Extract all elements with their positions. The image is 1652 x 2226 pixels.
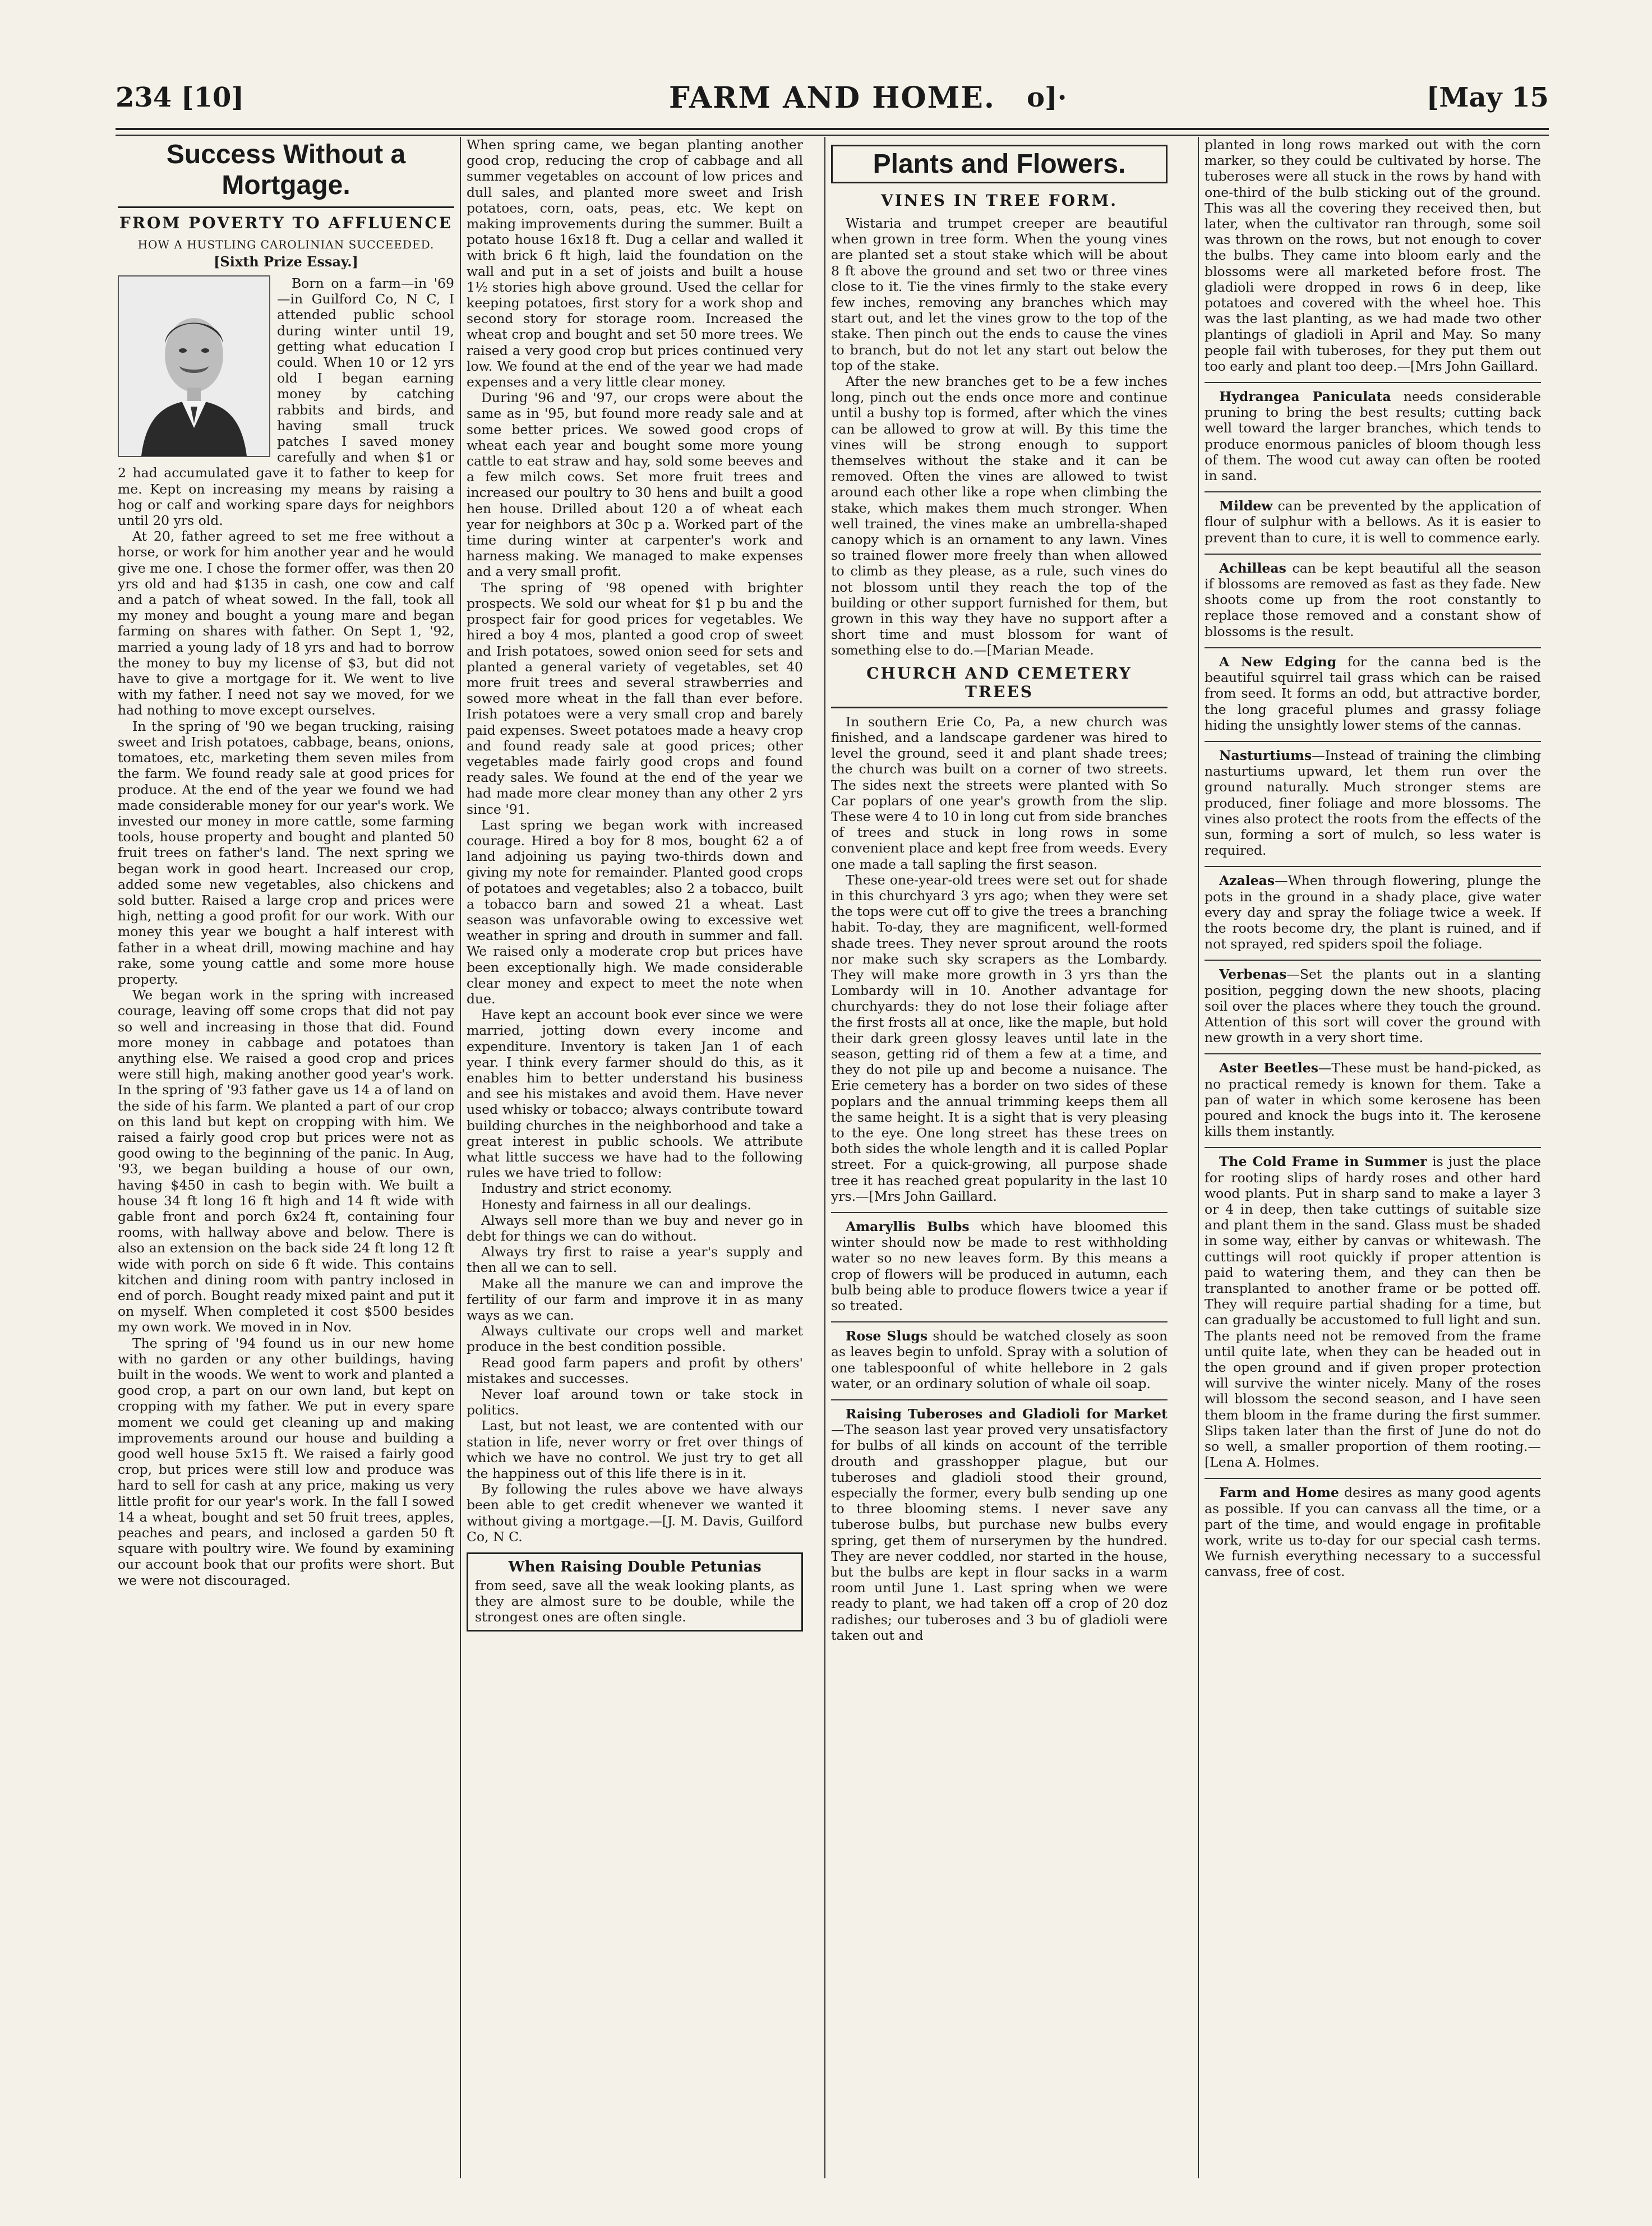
aster-beetles-item: Aster Beetles—These must be hand-picked, as no practical remedy is known for them. Take a pan of water in which some kerosene has been poured and knock the bugs into it. The kerosene kills them instantly. (1205, 1060, 1541, 1140)
column-3 (831, 137, 1168, 2178)
column-divider (1198, 137, 1199, 2178)
masthead-title: FARM AND HOME. (669, 81, 995, 115)
rule-item: Never loaf around town or take stock in politics. (467, 1386, 803, 1418)
author-portrait (118, 275, 270, 457)
article-kicker: HOW A HUSTLING CAROLINIAN SUCCEEDED. (137, 238, 435, 251)
rule-item: Industry and strict economy. (481, 1181, 672, 1197)
petunias-heading: When Raising Double Petunias (508, 1559, 762, 1576)
column-1 (118, 137, 454, 2178)
article-title: Success Without a Mortgage. (166, 140, 406, 200)
article-paragraph: The spring of '94 found us in our new home with no garden or any other buildings, having built in the woods. We went to work and planted a good crop, a part on our own land, but kept on cropping with my father. We put in every spare moment we could get cleaning up and making improvements around our house and building a good well house 5x15 ft. We raised a fairly good crop, but prices were still low and produce was hard to sell for cash at any price, making us very little profit for our year's work. In the fall I sowed 14 a wheat, bought and set 50 fruit trees, apples, peaches and pears, and inclosed a garden 50 ft square with poultry wire. We found by examining our account book that our profits were short. But we were not discouraged. (118, 1335, 454, 1588)
church-heading: CHURCH AND CEMETERY TREES (866, 663, 1132, 701)
achilleas-item: Achilleas can be kept beautiful all the season if blossoms are removed as fast as they fade. New shoots come up from the root constantly to replace those removed and a constant show of blossoms is the result. (1205, 560, 1541, 639)
item-divider (831, 1399, 1168, 1400)
column-divider (460, 137, 461, 2178)
rose-slugs-item: Rose Slugs should be watched closely as soon as leaves begin to unfold. Spray with a solution of one tablespoonful of white hellebore in 2 gals water, or an ordinary solution of whale oil soap. (831, 1328, 1168, 1391)
item-divider (1205, 1478, 1541, 1479)
article-subtitle: FROM POVERTY TO AFFLUENCE (119, 214, 453, 232)
item-divider (1205, 1053, 1541, 1054)
article-paragraph: Born on a farm—in '69—in Guilford Co, N C, I attended public school during winter until 19, getting what education I could. When 10 or 12 yrs old I began earning money by catching rabbits and birds, and having small truck patches I saved money carefully and when $1 or 2 had accumulated gave it to father to keep for me. Kept on increasing my means by raising a hog or calf and working spare days for neighbors until 20 yrs old. (118, 275, 454, 529)
essay-tag: [Sixth Prize Essay.] (214, 254, 358, 270)
hydrangea-item: Hydrangea Paniculata needs considerable pruning to bring the best results; cutting back well toward the larger branches, which tends to produce enormous panicles of bloom though less of them. The wood cut away can often be rooted in sand. (1205, 389, 1541, 484)
item-divider (1205, 960, 1541, 961)
petunias-box (467, 1552, 803, 1632)
agents-notice: Farm and Home desires as many good agents as possible. If you can canvass all the time, or a part of the time, and would engage in profitable work, write us to-day for our special cash terms. We furnish everything necessary to a successful canvass, free of cost. (1205, 1485, 1541, 1580)
column-2 (467, 137, 803, 2178)
item-divider (831, 1321, 1168, 1322)
verbenas-item: Verbenas—Set the plants out in a slanting position, pegging down the new shoots, placing soil over the places where they touch the ground. Attention of this sort will cover the ground with new growth in a very short time. (1205, 966, 1541, 1046)
tuberoses-item: Raising Tuberoses and Gladioli for Market—The season last year proved very unsatisfactory for bulbs of all kinds on account of the terrible drouth and grasshopper plague, but our tuberoses and gladioli stood their ground, especially the former, every bulb sending up one to three blooming stems. I never save any tuberose bulbs, but purchase new bulbs every spring, get them of nurserymen by the hundred. They are never coddled, nor started in the house, but the bulbs are kept in flour sacks in a warm room until June 1. Last spring when we were ready to plant, we had taken off a crop of 20 doz radishes; our tuberoses and 3 bu of gladioli were taken out and (831, 1406, 1168, 1643)
nasturtiums-item: Nasturtiums—Instead of training the climbing nasturtiums upward, let them run over the ground naturally. Much stronger stems are produced, finer foliage and more blossoms. The vines also protect the roots from the effects of the sun, forming a sort of mulch, so less water is required. (1205, 747, 1541, 859)
article-paragraph: In southern Erie Co, Pa, a new church was finished, and a landscape gardener was hired to level the ground, seed it and plant shade trees; the church was built on a corner of two streets. The sides next the streets were planted with So Car poplars of one year's growth from the slip. These were 4 to 10 in long cut from side branches of trees and stuck in long rows in some convenient place and kept free from weeds. Every one made a tall sapling the first season. (831, 713, 1168, 872)
article-paragraph: After the new branches get to be a few inches long, pinch out the ends once more and continue until a bushy top is formed, after which the vines can be allowed to grow at will. By this time the vines will be strong enough to support themselves without the stake and it can be removed. Often the vines are allowed to twist around each other like a rope when climbing the stake, which makes them much stronger. When well trained, the vines make an umbrella-shaped canopy which is an ornament to any lawn. Vines so trained flower more freely than when allowed to climb as they please, as a rule, such vines do not blossom until they reach the top of the building or other support furnished for them, but grown in this way they have no support after a short time and must blossom for want of something else to do.—[Marian Meade. (831, 374, 1168, 658)
vines-heading: VINES IN TREE FORM. (881, 191, 1118, 210)
title-rule (118, 206, 454, 208)
article-paragraph: During '96 and '97, our crops were about the same as in '95, but found more ready sale and at some better prices. We sowed good crops of wheat each year and bought some more young cattle to eat straw and hay, sold some beeves and a few milch cows. Set more fruit trees and increased our poultry to 30 hens and built a good hen house. Drilled about 120 a of wheat each year for neighbors at 30c p a. Worked part of the time during winter at carpenter's work and harness making. We managed to make expenses and a very small profit. (467, 390, 803, 580)
section-title: Plants and Flowers. (873, 149, 1126, 179)
rule-item: Make all the manure we can and improve the fertility of our farm and improve it in as many ways as we can. (467, 1275, 803, 1324)
article-paragraph: The spring of '98 opened with brighter prospects. We sold our wheat for $1 p bu and the prospect fair for good prices for vegetables. We hired a boy 4 mos, planted a good crop of sweet and Irish potatoes, sowed onion seed for sets and planted a general variety of vegetables, set 40 more fruit trees and several strawberries and sowed more wheat in the fall than ever before. Irish potatoes were a very small crop and barely paid expenses. Sweet potatoes made a heavy crop and found ready sale at good prices; other vegetables made fairly good crops and found ready sales. We found at the end of the year we had made more clear money than any other 2 yrs since '91. (467, 579, 803, 817)
page-number: 234 [10] (116, 82, 244, 113)
rule-item: Read good farm papers and profit by others' mistakes and successes. (467, 1354, 803, 1386)
rule-item: Last, but not least, we are contented with our station in life, never worry or fret over things of which we have no control. We just try to get all the happiness out of this life there is in it. (467, 1418, 803, 1482)
item-divider (1205, 554, 1541, 555)
article-paragraph: Wistaria and trumpet creeper are beautiful when grown in tree form. When the young vines are planted set a stout stake which will be about 8 ft above the ground and set two or three vines close to it. Tie the vines firmly to the stake every few inches, removing any branches which may start out, and let the vines grow to the top of the stake. Then pinch out the ends to cause the vines to branch, but do not let any start out below the top of the stake. (831, 215, 1168, 374)
rule-item: Always cultivate our crops well and market produce in the best condition possible. (467, 1323, 803, 1355)
item-divider (1205, 1147, 1541, 1148)
portrait-engraving (119, 276, 269, 456)
item-divider (1205, 866, 1541, 867)
article-paragraph: When spring came, we began planting another good crop, reducing the crop of cabbage and all summer vegetables on account of low prices and dull sales, and planted more sweet and Irish potatoes, corn, oats, peas, etc. We kept on making improvements during the summer. Built a potato house 16x18 ft. Dug a cellar and walled it with brick 6 ft high, laid the foundation on the wall and put in a set of joists and built a house 1½ stories high above ground. Used the cellar for keeping potatoes, first story for a work shop and second story for storage room. Increased the wheat crop and bought and set 50 more trees. We raised a very good crop but prices continued very low. We found at the end of the year we had made expenses and a very little clear money. (467, 137, 803, 390)
item-divider (1205, 741, 1541, 742)
section-title-box (831, 145, 1168, 183)
item-divider (831, 1212, 1168, 1213)
page-header (116, 79, 1549, 123)
article-paragraph: Have kept an account book ever since we were married, jotting down every income and expenditure. Inventory is taken Jan 1 of each year. I think every farmer should do this, as it enables him to better understand his business and see his mistakes and avoid them. Have never used whisky or tobacco; always contribute toward building churches in the neighborhood and take a great interest in public schools. We attribute what little success we have had to the following rules we have tried to follow: (467, 1007, 803, 1181)
petunias-text: from seed, save all the weak looking plants, as they are almost sure to be double, while the strongest ones are often single. (475, 1578, 795, 1625)
rule-item: Always sell more than we buy and never go in debt for things we can do without. (467, 1212, 803, 1245)
item-divider (1205, 491, 1541, 492)
page-mark: o]· (1027, 82, 1067, 113)
mildew-item: Mildew can be prevented by the application of flour of sulphur with a bellows. As it is easier to prevent than to cure, it is well to commence early. (1205, 498, 1541, 546)
rule-item: Honesty and fairness in all our dealings. (481, 1196, 752, 1213)
cold-frame-item: The Cold Frame in Summer is just the place for rooting slips of hardy roses and other hard wood plants. Put in sharp sand to make a layer 3 or 4 in deep, then take cuttings of suitable size and plant them in the sand. Glass must be shaded in some way, either by canvas or whitewash. The cuttings will root quickly if proper attention is paid to watering them, and they can then be transplanted to another frame or be potted off. They will require partial shading for a time, but can gradually be accustomed to full light and sun. The plants need not be removed from the frame until quite late, when they can be headed out in the open ground and if given proper protection will survive the winter nicely. Many of the roses will blossom the second season, and I have seen them bloom in the frame during the first summer. Slips taken later than the first of June do not do so well, a smaller proportion of them rooting.—[Lena A. Holmes. (1205, 1154, 1541, 1471)
column-4 (1205, 137, 1541, 2178)
item-divider (1205, 382, 1541, 383)
tuberoses-continued: planted in long rows marked out with the corn marker, so they could be cultivated by horse. The tuberoses were all stuck in the rows by hand with one-third of the bulb sticking out of the ground. This was all the covering they received then, but later, when the cultivator ran through, some soil was thrown on the rows, but not enough to cover the bulbs. They came into bloom early and the blossoms were all marketed before frost. The gladioli were dropped in rows 6 in deep, like potatoes and covered with the wheel hoe. This was the last planting, as we had made two other plantings of gladioli in April and May. So many people fail with tuberoses, for they put them out too early and plant too deep.—[Mrs John Gaillard. (1205, 137, 1541, 374)
article-paragraph: In the spring of '90 we began trucking, raising sweet and Irish potatoes, cabbage, beans, onions, tomatoes, etc, marketing them seven miles from the farm. We found ready sale at good prices for produce. At the end of the year we found we had made considerable money for our year's work. We invested our money in more cattle, some farming tools, house property and bought and planted 50 fruit trees on father's land. The next spring we began work in good heart. Increased our crop, added some new vegetables, also chickens and sold butter. Raised a large crop and prices were high, netting a good profit for our work. With our money this year we bought a half interest with father in a wheat drill, mowing machine and hay rake, some young cattle and some more house property. (118, 718, 454, 987)
rule-item: Always try first to raise a year's supply and then all we can to sell. (467, 1244, 803, 1276)
issue-date: [May 15 (1426, 82, 1549, 113)
heading-rule (831, 707, 1168, 708)
article-paragraph: These one-year-old trees were set out for shade in this churchyard 3 yrs ago; when they were set the tops were cut off to give the trees a branching habit. To-day, they are magnificent, well-formed shade trees. They never sprout around the roots nor make such sky scrapers as the Lombardy. They will make more growth in 3 yrs than the Lombardy will in 10. Another advantage for churchyards: they do not lose their foliage after the first frosts all at once, like the maple, but hold their dark green glossy leaves until late in the season, getting rid of them a few at a time, and they do not pile up and become a nuisance. The Erie cemetery has a border on two sides of these poplars and the annual trimming keeps them all the same height. It is a sight that is very pleasing to the eye. One long street has these trees on both sides the whole length and it is called Poplar street. For a quick-growing, all purpose shade tree it has reached great popularity in the last 10 yrs.—[Mrs John Gaillard. (831, 872, 1168, 1204)
article-paragraph: Last spring we began work with increased courage. Hired a boy for 8 mos, bought 62 a of land adjoining us paying two-thirds down and giving my note for remainder. Planted good crops of potatoes and vegetables; also 2 a tobacco, built a tobacco barn and sowed 21 a wheat. Last season was unfavorable owing to excessive wet weather in spring and drouth in summer and fall. We raised only a moderate crop but prices have been exceptionally high. We made considerable clear money and expect to meet the note when due. (467, 817, 803, 1007)
item-divider (1205, 647, 1541, 648)
column-divider (824, 137, 825, 2178)
header-rule (116, 128, 1549, 136)
amaryllis-item: Amaryllis Bulbs which have bloomed this winter should now be made to rest withholding water so no new leaves form. By this means a crop of flowers will be produced in autumn, each bulb being able to produce flowers twice a year if so treated. (831, 1218, 1168, 1314)
article-paragraph: We began work in the spring with increased courage, leaving off some crops that did not pay so well and increasing in those that did. Found more money in cabbage and potatoes than anything else. We raised a good crop and prices were still high, making another good year's work. In the spring of '93 father gave us 14 a of land on the side of his farm. We planted a part of our crop on this land but kept on cropping with him. We raised a fairly good crop but prices were not as good owing to the beginning of the panic. In Aug, '93, we began building a house of our own, having $450 in cash to begin with. We built a house 34 ft long 16 ft high and 14 ft wide with gable front and porch 6x24 ft, containing four rooms, with hallway above and below. There is also an extension on the back side 24 ft long 12 ft wide with porch on side 6 ft wide. This contains kitchen and dining room with pantry inclosed in end of porch. Bought ready mixed paint and put it on myself. When completed it cost $500 besides my own work. We moved in in Nov. (118, 987, 454, 1335)
azaleas-item: Azaleas—When through flowering, plunge the pots in the ground in a shady place, give water every day and spray the foliage twice a week. If the roots become dry, the plant is ruined, and if not sprayed, red spiders spoil the foliage. (1205, 873, 1541, 952)
article-signoff: By following the rules above we have always been able to get credit whenever we wanted it without giving a mortgage.—[J. M. Davis, Guilford Co, N C. (467, 1481, 803, 1545)
edging-item: A New Edging for the canna bed is the beautiful squirrel tail grass which can be raised from seed. It forms an odd, but attractive border, the long graceful plumes and grassy foliage hiding the unsightly lower stems of the cannas. (1205, 653, 1541, 733)
article-paragraph: At 20, father agreed to set me free without a horse, or work for him another year and he would give me one. I chose the former offer, was then 20 yrs old and had $135 in cash, one cow and calf and a patch of wheat sowed. In the fall, took all my money and bought a young mare and began farming on shares with father. On Sept 1, '92, married a young lady of 18 yrs and had to borrow the money to buy my license of $3, but did not have to give a mortgage for it. We went to live with my father. I need not say we moved, for we had nothing to move except ourselves. (118, 528, 454, 718)
